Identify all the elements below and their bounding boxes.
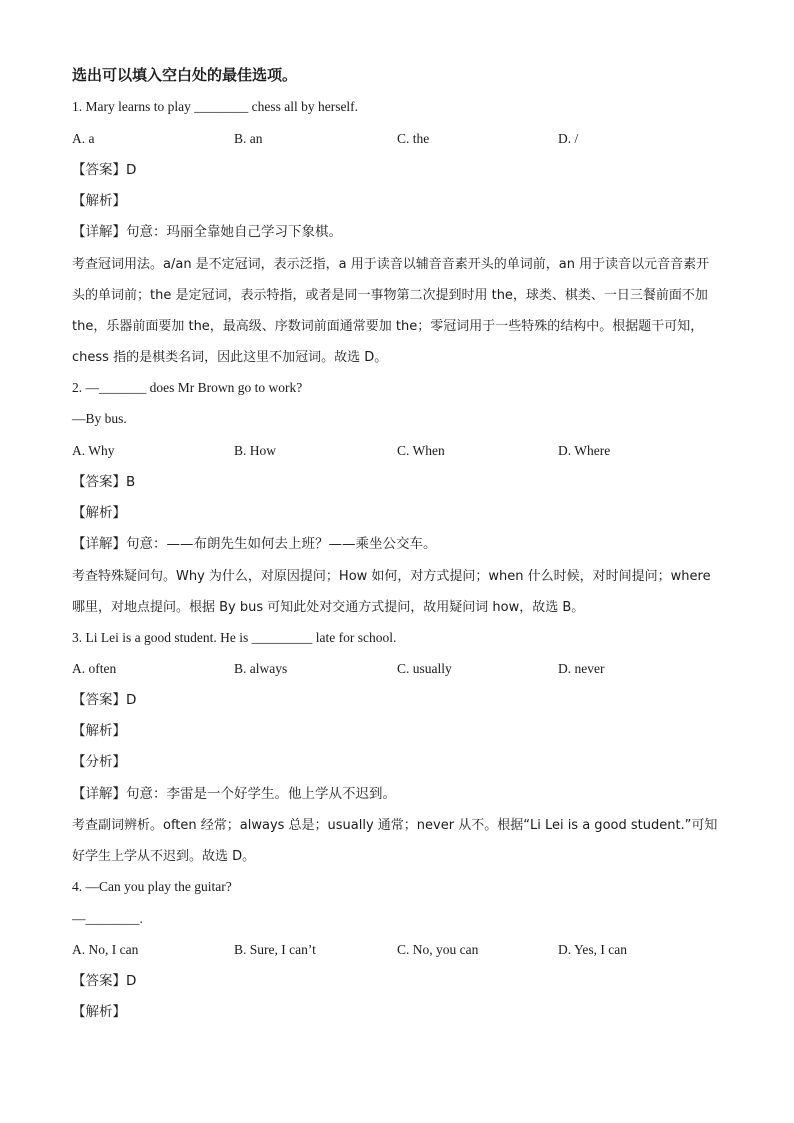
q4-option-a: A. No, I can <box>72 942 139 957</box>
q4-answer: 【答案】D <box>72 973 137 989</box>
q2-answer: 【答案】B <box>72 474 136 490</box>
q2-explanation-text: 考查特殊疑问句。Why 为什么，对原因提问；How 如何，对方式提问；when 什么时候，对时间提问；where 哪里，对地点提问。根据 By bus 可知此处对交通方式提问，故用疑问词 how，故选 B。 <box>72 569 711 615</box>
section-title: 选出可以填入空白处的最佳选项。 <box>72 66 298 84</box>
q3-option-d: D. never <box>558 661 605 676</box>
q3-explanation <box>72 810 722 872</box>
q4-option-d: D. Yes, I can <box>558 942 627 957</box>
q2-option-b: B. How <box>234 443 277 458</box>
q3-detail: 【详解】句意：李雷是一个好学生。他上学从不迟到。 <box>72 786 396 802</box>
q4-stem: 4. —Can you play the guitar? <box>72 879 232 894</box>
q3-explanation-text: 考查副词辨析。often 经常；always 总是；usually 通常；never 从不。根据“Li Lei is a good student.”可知好学生上学从不迟到。故选 D。 <box>72 818 718 864</box>
q4-reply: —________. <box>72 911 143 926</box>
q2-jiexi: 【解析】 <box>72 505 126 521</box>
q1-jiexi: 【解析】 <box>72 193 126 209</box>
q2-detail: 【详解】句意：——布朗先生如何去上班？——乘坐公交车。 <box>72 536 437 552</box>
q2-explanation <box>72 561 722 623</box>
q3-option-c: C. usually <box>397 661 452 676</box>
q2-stem: 2. —_______ does Mr Brown go to work? <box>72 380 303 395</box>
q1-detail: 【详解】句意：玛丽全靠她自己学习下象棋。 <box>72 224 342 240</box>
q3-stem: 3. Li Lei is a good student. He is _________ late for school. <box>72 630 397 645</box>
q2-option-d: D. Where <box>558 443 611 458</box>
q1-option-d: D. / <box>558 131 579 146</box>
q3-option-b: B. always <box>234 661 288 676</box>
q4-jiexi: 【解析】 <box>72 1004 126 1020</box>
q3-answer: 【答案】D <box>72 692 137 708</box>
q1-explanation <box>72 249 722 373</box>
q2-option-c: C. When <box>397 443 445 458</box>
q2-option-a: A. Why <box>72 443 115 458</box>
q4-option-b: B. Sure, I can’t <box>234 942 316 957</box>
q1-answer: 【答案】D <box>72 162 137 178</box>
q3-jiexi: 【解析】 <box>72 723 126 739</box>
q3-option-a: A. often <box>72 661 117 676</box>
q4-option-c: C. No, you can <box>397 942 479 957</box>
q1-explanation-text: 考查冠词用法。a/an 是不定冠词，表示泛指，a 用于读音以辅音音素开头的单词前，an 用于读音以元音音素开头的单词前；the 是定冠词，表示特指，或者是同一事物第二次提到时用 the，球类、棋类、一日三餐前面不加 the，乐器前面要加 the，最高级、序数词前面通常要加 the；零冠词用于一些特殊的结构中。根据题干可知，chess 指的是棋类名词，因此这里不加冠词。故选 D。 <box>72 257 710 365</box>
q1-option-c: C. the <box>397 131 430 146</box>
q1-option-a: A. a <box>72 131 95 146</box>
q1-option-b: B. an <box>234 131 263 146</box>
q3-fenxi: 【分析】 <box>72 754 126 770</box>
q1-stem: 1. Mary learns to play ________ chess all by herself. <box>72 99 359 114</box>
q2-reply: —By bus. <box>72 411 127 426</box>
